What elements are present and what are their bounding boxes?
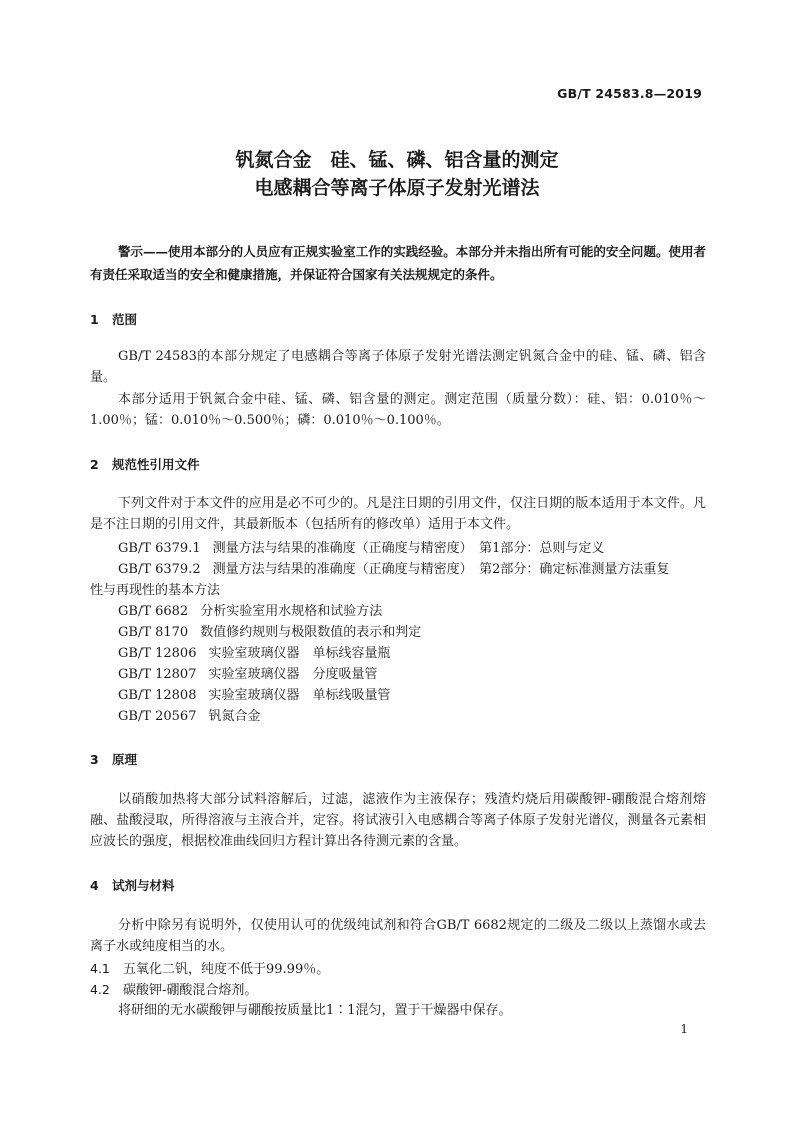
section-title: 试剂与材料: [112, 878, 175, 893]
safety-warning: 警示——使用本部分的人员应有正规实验室工作的实践经验。本部分并未指出所有可能的安全问题。使用者有责任采取适当的安全和健康措施，并保证符合国家有关法规规定的条件。: [90, 244, 706, 282]
clause-text: 五氧化二钒，纯度不低于99.99％。: [123, 962, 330, 977]
reference-code: GB/T 6682: [118, 604, 189, 619]
standard-number: GB/T 24583.8—2019: [557, 86, 702, 101]
reference-code: GB/T 6379.1: [118, 541, 201, 556]
reference-title: 实验室玻璃仪器 单标线吸量管: [208, 688, 391, 703]
clause-item: [90, 979, 706, 1001]
reference-title: 实验室玻璃仪器 单标线容量瓶: [208, 646, 391, 661]
reference-code: GB/T 8170: [118, 625, 189, 640]
reference-title: 分析实验室用水规格和试验方法: [200, 604, 383, 619]
clause-detail: 将研细的无水碳酸钾与硼酸按质量比1∶1混匀，置于干燥器中保存。: [118, 1003, 512, 1018]
section-title: 规范性引用文件: [112, 457, 200, 472]
section-1-paragraph-1: GB/T 24583的本部分规定了电感耦合等离子体原子发射光谱法测定钒氮合金中的硅、锰、磷、铝含量。: [90, 349, 706, 385]
section-number: 3: [90, 752, 99, 767]
section-title: 原理: [112, 752, 138, 767]
section-number: 4: [90, 878, 99, 893]
reference-item: [118, 538, 708, 559]
reference-code: GB/T 6379.2: [118, 562, 201, 577]
reference-title: 测量方法与结果的准确度（正确度与精密度） 第2部分：确定标准测量方法重复: [212, 562, 670, 577]
clause-text: 碳酸钾-硼酸混合熔剂。: [123, 983, 258, 998]
reference-item: [118, 559, 708, 580]
clause-number: 4.2: [90, 982, 110, 997]
reference-item: [118, 706, 708, 727]
clause-number: 4.1: [90, 961, 110, 976]
section-2-intro: 下列文件对于本文件的应用是必不可少的。凡是注日期的引用文件，仅注日期的版本适用于本文件。凡是不注日期的引用文件，其最新版本（包括所有的修改单）适用于本文件。: [90, 496, 706, 532]
document-title-line1: 钒氮合金 硅、锰、磷、铝含量的测定: [235, 149, 559, 171]
reference-item: [118, 622, 708, 643]
section-number: 1: [90, 312, 99, 327]
reference-continuation: 性与再现性的基本方法: [90, 583, 221, 598]
reference-title: 钒氮合金: [208, 709, 261, 724]
reference-code: GB/T 12806: [118, 646, 197, 661]
reference-title: 数值修约规则与极限数值的表示和判定: [200, 625, 422, 640]
reference-title: 实验室玻璃仪器 分度吸量管: [208, 667, 378, 682]
reference-item: [118, 685, 708, 706]
reference-code: GB/T 12808: [118, 688, 197, 703]
reference-item: [118, 601, 708, 622]
section-4-paragraph: 分析中除另有说明外，仅使用认可的优级纯试剂和符合GB/T 6682规定的二级及二级以上蒸馏水或去离子水或纯度相当的水。: [90, 918, 706, 954]
section-2-heading: [90, 455, 200, 475]
section-4-heading: [90, 876, 175, 896]
clause-item: [90, 958, 706, 980]
section-3-heading: [90, 750, 137, 770]
reference-title: 测量方法与结果的准确度（正确度与精密度） 第1部分：总则与定义: [212, 541, 605, 556]
document-title-line2: 电感耦合等离子体原子发射光谱法: [254, 177, 540, 199]
reference-item: [118, 664, 708, 685]
reference-code: GB/T 20567: [118, 709, 197, 724]
section-1-heading: [90, 310, 137, 330]
reference-code: GB/T 12807: [118, 667, 197, 682]
page-number: 1: [680, 1022, 688, 1036]
section-title: 范围: [112, 312, 138, 327]
section-1-paragraph-2: 本部分适用于钒氮合金中硅、锰、磷、铝含量的测定。测定范围（质量分数）：硅、铝：0.010％～1.00％；锰：0.010％～0.500％；磷：0.010％～0.100％。: [90, 392, 706, 428]
reference-item: [118, 643, 708, 664]
section-3-paragraph: 以硝酸加热将大部分试料溶解后，过滤，滤液作为主液保存；残渣灼烧后用碳酸钾-硼酸混合熔剂熔融、盐酸浸取，所得溶液与主液合并，定容。将试液引入电感耦合等离子体原子发射光谱仪，测量各元素相应波长的强度，根据校准曲线回归方程计算出各待测元素的含量。: [90, 792, 706, 849]
section-number: 2: [90, 457, 99, 472]
